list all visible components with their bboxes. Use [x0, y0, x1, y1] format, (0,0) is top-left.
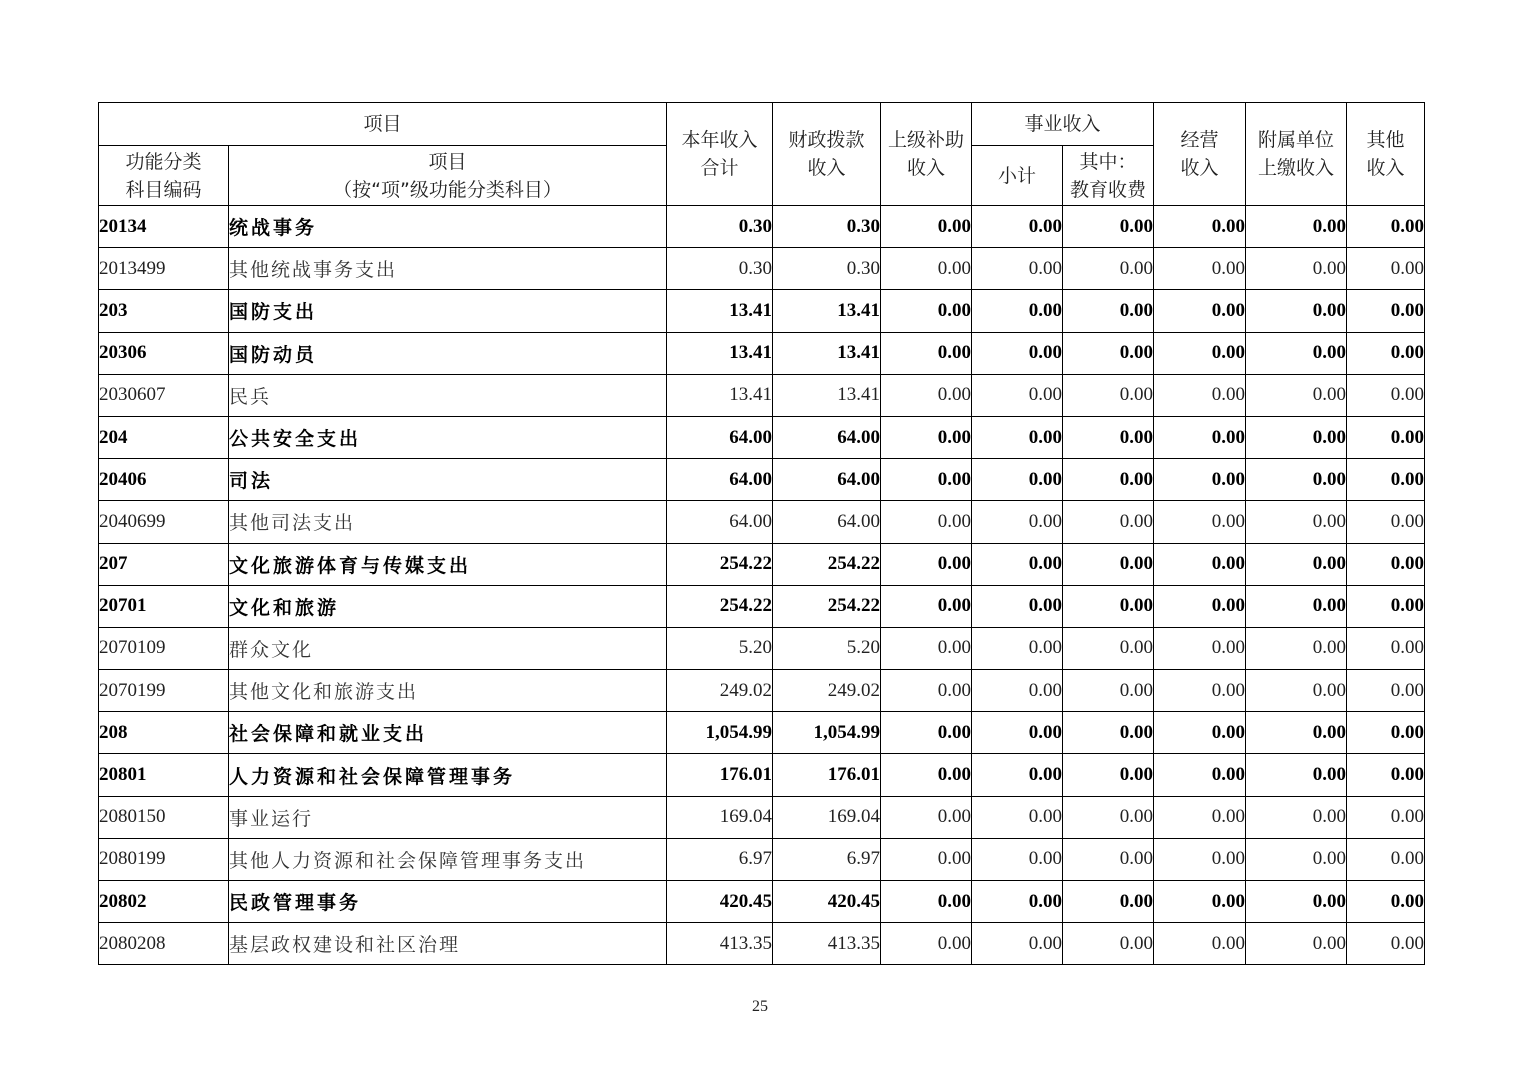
row-subtotal: 0.00: [972, 838, 1063, 880]
row-subtotal: 0.00: [972, 501, 1063, 543]
row-fiscal: 169.04: [773, 796, 881, 838]
row-subtotal: 0.00: [972, 796, 1063, 838]
row-subtotal: 0.00: [972, 416, 1063, 458]
table-row: [99, 796, 1425, 838]
row-item-name: 事业运行: [229, 796, 667, 838]
row-subtotal: 0.00: [972, 712, 1063, 754]
row-edu-fee: 0.00: [1063, 796, 1154, 838]
row-total: 169.04: [667, 796, 773, 838]
row-superior: 0.00: [881, 206, 972, 248]
row-fiscal: 64.00: [773, 459, 881, 501]
table-row: [99, 838, 1425, 880]
row-edu-fee: 0.00: [1063, 754, 1154, 796]
row-fiscal: 254.22: [773, 543, 881, 585]
row-affiliated: 0.00: [1246, 754, 1347, 796]
row-fiscal: 13.41: [773, 332, 881, 374]
row-edu-fee: 0.00: [1063, 923, 1154, 965]
row-edu-fee: 0.00: [1063, 670, 1154, 712]
row-subtotal: 0.00: [972, 627, 1063, 669]
row-affiliated: 0.00: [1246, 332, 1347, 374]
row-other: 0.00: [1347, 881, 1425, 923]
row-subtotal: 0.00: [972, 206, 1063, 248]
row-total: 0.30: [667, 206, 773, 248]
row-superior: 0.00: [881, 754, 972, 796]
row-affiliated: 0.00: [1246, 585, 1347, 627]
row-item-name: 其他文化和旅游支出: [229, 670, 667, 712]
row-code: 20701: [99, 585, 229, 627]
row-edu-fee: 0.00: [1063, 543, 1154, 585]
row-edu-fee: 0.00: [1063, 206, 1154, 248]
row-code: 203: [99, 290, 229, 332]
table-row: [99, 881, 1425, 923]
header-other: 其他 收入: [1347, 103, 1425, 206]
row-operating: 0.00: [1154, 416, 1246, 458]
row-code: 2080199: [99, 838, 229, 880]
row-code: 204: [99, 416, 229, 458]
row-code: 20801: [99, 754, 229, 796]
table-row: [99, 332, 1425, 374]
row-other: 0.00: [1347, 248, 1425, 290]
row-item-name: 公共安全支出: [229, 416, 667, 458]
row-fiscal: 64.00: [773, 416, 881, 458]
row-subtotal: 0.00: [972, 923, 1063, 965]
row-code: 2040699: [99, 501, 229, 543]
header-superior: 上级补助 收入: [881, 103, 972, 206]
row-superior: 0.00: [881, 712, 972, 754]
row-fiscal: 13.41: [773, 290, 881, 332]
row-other: 0.00: [1347, 290, 1425, 332]
table-row: [99, 543, 1425, 585]
header-project: 项目: [99, 103, 667, 146]
row-affiliated: 0.00: [1246, 712, 1347, 754]
row-operating: 0.00: [1154, 248, 1246, 290]
row-item-name: 群众文化: [229, 627, 667, 669]
row-superior: 0.00: [881, 501, 972, 543]
row-operating: 0.00: [1154, 712, 1246, 754]
header-subtotal: 小计: [972, 146, 1063, 206]
row-fiscal: 176.01: [773, 754, 881, 796]
row-edu-fee: 0.00: [1063, 627, 1154, 669]
row-affiliated: 0.00: [1246, 206, 1347, 248]
row-superior: 0.00: [881, 796, 972, 838]
row-item-name: 司法: [229, 459, 667, 501]
table-row: [99, 459, 1425, 501]
row-item-name: 国防支出: [229, 290, 667, 332]
table-row: [99, 248, 1425, 290]
row-superior: 0.00: [881, 881, 972, 923]
row-edu-fee: 0.00: [1063, 838, 1154, 880]
row-total: 64.00: [667, 416, 773, 458]
row-operating: 0.00: [1154, 838, 1246, 880]
row-code: 208: [99, 712, 229, 754]
row-other: 0.00: [1347, 416, 1425, 458]
row-operating: 0.00: [1154, 923, 1246, 965]
row-code: 2070199: [99, 670, 229, 712]
row-total: 64.00: [667, 501, 773, 543]
row-other: 0.00: [1347, 670, 1425, 712]
row-subtotal: 0.00: [972, 585, 1063, 627]
table-row: [99, 627, 1425, 669]
row-fiscal: 1,054.99: [773, 712, 881, 754]
table-row: [99, 416, 1425, 458]
row-operating: 0.00: [1154, 585, 1246, 627]
row-code: 2080208: [99, 923, 229, 965]
row-superior: 0.00: [881, 543, 972, 585]
row-edu-fee: 0.00: [1063, 248, 1154, 290]
row-code: 207: [99, 543, 229, 585]
header-code: 功能分类 科目编码: [99, 146, 229, 206]
row-fiscal: 6.97: [773, 838, 881, 880]
row-edu-fee: 0.00: [1063, 881, 1154, 923]
row-operating: 0.00: [1154, 332, 1246, 374]
header-affiliated: 附属单位 上缴收入: [1246, 103, 1347, 206]
row-other: 0.00: [1347, 332, 1425, 374]
row-item-name: 其他人力资源和社会保障管理事务支出: [229, 838, 667, 880]
row-fiscal: 249.02: [773, 670, 881, 712]
table-body: [99, 206, 1425, 965]
row-item-name: 文化和旅游: [229, 585, 667, 627]
row-total: 1,054.99: [667, 712, 773, 754]
row-affiliated: 0.00: [1246, 290, 1347, 332]
header-operating: 经营 收入: [1154, 103, 1246, 206]
row-code: 2030607: [99, 374, 229, 416]
row-affiliated: 0.00: [1246, 838, 1347, 880]
row-other: 0.00: [1347, 501, 1425, 543]
row-code: 20406: [99, 459, 229, 501]
row-edu-fee: 0.00: [1063, 712, 1154, 754]
row-total: 13.41: [667, 374, 773, 416]
row-superior: 0.00: [881, 923, 972, 965]
table-row: [99, 374, 1425, 416]
row-operating: 0.00: [1154, 754, 1246, 796]
row-superior: 0.00: [881, 670, 972, 712]
page-number: 25: [752, 998, 768, 1015]
table-row: [99, 754, 1425, 796]
table-header: [99, 103, 1425, 206]
row-other: 0.00: [1347, 796, 1425, 838]
row-item-name: 民兵: [229, 374, 667, 416]
row-total: 13.41: [667, 290, 773, 332]
row-other: 0.00: [1347, 754, 1425, 796]
table-row: [99, 670, 1425, 712]
row-item-name: 民政管理事务: [229, 881, 667, 923]
row-total: 0.30: [667, 248, 773, 290]
row-code: 20306: [99, 332, 229, 374]
row-item-name: 其他司法支出: [229, 501, 667, 543]
row-affiliated: 0.00: [1246, 459, 1347, 501]
row-other: 0.00: [1347, 459, 1425, 501]
row-total: 5.20: [667, 627, 773, 669]
header-total: 本年收入 合计: [667, 103, 773, 206]
row-superior: 0.00: [881, 290, 972, 332]
row-total: 6.97: [667, 838, 773, 880]
row-superior: 0.00: [881, 585, 972, 627]
header-fiscal: 财政拨款 收入: [773, 103, 881, 206]
row-operating: 0.00: [1154, 796, 1246, 838]
row-operating: 0.00: [1154, 501, 1246, 543]
row-affiliated: 0.00: [1246, 543, 1347, 585]
row-edu-fee: 0.00: [1063, 290, 1154, 332]
row-superior: 0.00: [881, 627, 972, 669]
row-item-name: 文化旅游体育与传媒支出: [229, 543, 667, 585]
row-fiscal: 0.30: [773, 248, 881, 290]
row-superior: 0.00: [881, 374, 972, 416]
header-item: 项目 （按“项”级功能分类科目）: [229, 146, 667, 206]
row-other: 0.00: [1347, 206, 1425, 248]
row-superior: 0.00: [881, 248, 972, 290]
row-affiliated: 0.00: [1246, 248, 1347, 290]
row-superior: 0.00: [881, 459, 972, 501]
row-total: 413.35: [667, 923, 773, 965]
row-total: 420.45: [667, 881, 773, 923]
row-affiliated: 0.00: [1246, 416, 1347, 458]
row-affiliated: 0.00: [1246, 796, 1347, 838]
row-fiscal: 420.45: [773, 881, 881, 923]
row-code: 2013499: [99, 248, 229, 290]
table-row: [99, 585, 1425, 627]
row-other: 0.00: [1347, 543, 1425, 585]
row-fiscal: 254.22: [773, 585, 881, 627]
table-row: [99, 712, 1425, 754]
row-operating: 0.00: [1154, 881, 1246, 923]
row-fiscal: 13.41: [773, 374, 881, 416]
table-row: [99, 501, 1425, 543]
row-operating: 0.00: [1154, 290, 1246, 332]
table-row: [99, 206, 1425, 248]
row-subtotal: 0.00: [972, 881, 1063, 923]
row-item-name: 其他统战事务支出: [229, 248, 667, 290]
row-affiliated: 0.00: [1246, 670, 1347, 712]
row-affiliated: 0.00: [1246, 881, 1347, 923]
row-fiscal: 64.00: [773, 501, 881, 543]
row-item-name: 社会保障和就业支出: [229, 712, 667, 754]
header-edu-fee: 其中： 教育收费: [1063, 146, 1154, 206]
row-code: 20134: [99, 206, 229, 248]
row-code: 2070109: [99, 627, 229, 669]
row-subtotal: 0.00: [972, 290, 1063, 332]
row-subtotal: 0.00: [972, 543, 1063, 585]
row-affiliated: 0.00: [1246, 923, 1347, 965]
row-item-name: 国防动员: [229, 332, 667, 374]
row-item-name: 统战事务: [229, 206, 667, 248]
row-subtotal: 0.00: [972, 248, 1063, 290]
row-superior: 0.00: [881, 838, 972, 880]
row-edu-fee: 0.00: [1063, 416, 1154, 458]
row-other: 0.00: [1347, 923, 1425, 965]
row-total: 254.22: [667, 543, 773, 585]
row-edu-fee: 0.00: [1063, 459, 1154, 501]
row-total: 254.22: [667, 585, 773, 627]
row-affiliated: 0.00: [1246, 501, 1347, 543]
row-subtotal: 0.00: [972, 332, 1063, 374]
row-total: 13.41: [667, 332, 773, 374]
row-subtotal: 0.00: [972, 459, 1063, 501]
row-subtotal: 0.00: [972, 670, 1063, 712]
row-edu-fee: 0.00: [1063, 501, 1154, 543]
row-total: 64.00: [667, 459, 773, 501]
row-superior: 0.00: [881, 332, 972, 374]
row-fiscal: 5.20: [773, 627, 881, 669]
row-operating: 0.00: [1154, 543, 1246, 585]
row-edu-fee: 0.00: [1063, 585, 1154, 627]
row-affiliated: 0.00: [1246, 374, 1347, 416]
row-superior: 0.00: [881, 416, 972, 458]
row-other: 0.00: [1347, 585, 1425, 627]
row-operating: 0.00: [1154, 670, 1246, 712]
header-business: 事业收入: [972, 103, 1154, 146]
row-other: 0.00: [1347, 712, 1425, 754]
row-operating: 0.00: [1154, 206, 1246, 248]
row-operating: 0.00: [1154, 627, 1246, 669]
row-subtotal: 0.00: [972, 754, 1063, 796]
row-other: 0.00: [1347, 374, 1425, 416]
row-total: 176.01: [667, 754, 773, 796]
row-fiscal: 413.35: [773, 923, 881, 965]
row-other: 0.00: [1347, 627, 1425, 669]
row-edu-fee: 0.00: [1063, 332, 1154, 374]
row-code: 2080150: [99, 796, 229, 838]
table-row: [99, 923, 1425, 965]
row-other: 0.00: [1347, 838, 1425, 880]
row-fiscal: 0.30: [773, 206, 881, 248]
income-budget-table: [98, 102, 1425, 965]
row-edu-fee: 0.00: [1063, 374, 1154, 416]
row-operating: 0.00: [1154, 459, 1246, 501]
row-item-name: 人力资源和社会保障管理事务: [229, 754, 667, 796]
row-code: 20802: [99, 881, 229, 923]
row-total: 249.02: [667, 670, 773, 712]
row-item-name: 基层政权建设和社区治理: [229, 923, 667, 965]
table-row: [99, 290, 1425, 332]
row-affiliated: 0.00: [1246, 627, 1347, 669]
row-subtotal: 0.00: [972, 374, 1063, 416]
row-operating: 0.00: [1154, 374, 1246, 416]
